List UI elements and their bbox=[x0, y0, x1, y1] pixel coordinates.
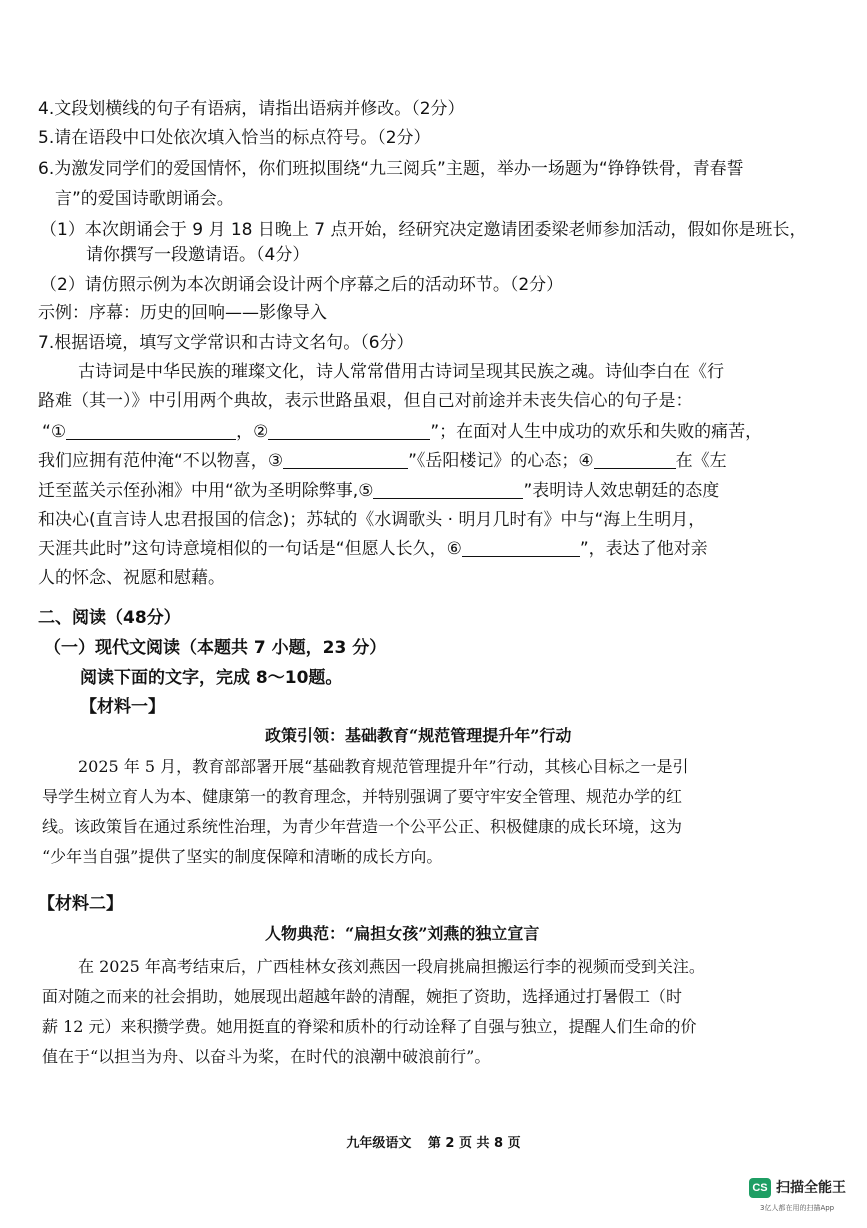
question-4: 4.文段划横线的句子有语病，请指出语病并修改。（2分） bbox=[38, 99, 465, 119]
material-2-line1: 在 2025 年高考结束后，广西桂林女孩刘燕因一段肩挑扁担搬运行李的视频而受到关注。 bbox=[78, 957, 705, 976]
question-6-1-line2: 请你撰写一段邀请语。（4分） bbox=[86, 245, 310, 265]
material-2-line3: 薪 12 元）来积攒学费。她用挺直的脊梁和质朴的行动诠释了自强与独立，提醒人们生命的价 bbox=[42, 1017, 697, 1036]
blank-marker-2: ② bbox=[253, 422, 269, 442]
material-1-line2: 导学生树立育人为本、健康第一的教育理念，并特别强调了要守牢安全管理、规范办学的红 bbox=[42, 787, 683, 806]
answer-blank-2[interactable] bbox=[268, 421, 430, 440]
answer-blank-1[interactable] bbox=[66, 421, 236, 440]
poetry-line5: 迁至蓝关示侄孙湘》中用“欲为圣明除弊事,⑤ ”表明诗人效忠朝廷的态度 bbox=[38, 481, 720, 501]
blank-marker-4: ④ bbox=[578, 451, 594, 471]
watermark-app-name: 扫描全能王 bbox=[776, 1180, 846, 1196]
material-1-line4: “少年当自强”提供了坚实的制度保障和清晰的成长方向。 bbox=[42, 847, 443, 866]
subsection-modern-reading: （一）现代文阅读（本题共 7 小题，23 分） bbox=[44, 638, 387, 658]
example-line: 示例：序幕：历史的回响——影像导入 bbox=[38, 303, 327, 323]
material-2-title: 人物典范：“扁担女孩”刘燕的独立宣言 bbox=[265, 924, 540, 943]
question-7: 7.根据语境，填写文学常识和古诗文名句。（6分） bbox=[38, 333, 414, 353]
blank-marker-3: ③ bbox=[267, 451, 284, 471]
answer-blank-3[interactable] bbox=[283, 450, 408, 469]
poetry-line7: 天涯共此时”这句诗意境相似的一句话是“但愿人长久，⑥ ”，表达了他对亲 bbox=[38, 539, 708, 559]
poetry-line1: 古诗词是中华民族的璀璨文化，诗人常常借用古诗词呈现其民族之魂。诗仙李白在《行 bbox=[78, 362, 724, 382]
blank-marker-1: ① bbox=[50, 422, 67, 442]
question-6-1-line1: （1）本次朗诵会于 9 月 18 日晚上 7 点开始，经研究决定邀请团委梁老师参加活动，假如你是班长， bbox=[40, 220, 807, 240]
material-2-line4: 值在于“以担当为舟、以奋斗为桨，在时代的浪潮中破浪前行”。 bbox=[42, 1047, 491, 1066]
footer-subject: 九年级语文 bbox=[346, 1136, 412, 1151]
blank-marker-5: ⑤ bbox=[358, 481, 374, 501]
material-1-label: 【材料一】 bbox=[80, 697, 165, 717]
camscanner-logo-icon: CS bbox=[749, 1178, 771, 1198]
material-1-title: 政策引领：基础教育“规范管理提升年”行动 bbox=[265, 726, 572, 745]
poetry-line4: 我们应拥有范仲淹“不以物喜，③ ”《岳阳楼记》的心态；④ 在《左 bbox=[38, 451, 727, 471]
poetry-line8: 人的怀念、祝愿和慰藉。 bbox=[38, 568, 225, 588]
answer-blank-4[interactable] bbox=[594, 450, 676, 469]
reading-instruction: 阅读下面的文字，完成 8～10题。 bbox=[80, 668, 343, 688]
material-2-label: 【材料二】 bbox=[38, 894, 123, 914]
section-heading-reading: 二、阅读（48分） bbox=[38, 608, 181, 628]
question-6-line2: 言”的爱国诗歌朗诵会。 bbox=[55, 189, 234, 209]
page-footer bbox=[0, 1132, 867, 1151]
material-2-line2: 面对随之而来的社会捐助，她展现出超越年龄的清醒，婉拒了资助，选择通过打暑假工（时 bbox=[42, 987, 683, 1006]
poetry-line3: “① ，② ”；在面对人生中成功的欢乐和失败的痛苦， bbox=[42, 422, 763, 442]
watermark-tagline: 3亿人都在用的扫描App bbox=[760, 1204, 835, 1212]
question-6-2: （2）请仿照示例为本次朗诵会设计两个序幕之后的活动环节。（2分） bbox=[40, 275, 564, 295]
poetry-line2: 路难（其一）》中引用两个典故，表示世路虽艰，但自己对前途并未丧失信心的句子是： bbox=[38, 391, 693, 411]
question-5: 5.请在语段中口处依次填入恰当的标点符号。（2分） bbox=[38, 128, 431, 148]
answer-blank-6[interactable] bbox=[462, 538, 580, 557]
footer-page-number: 第 2 页 共 8 页 bbox=[427, 1136, 521, 1151]
question-6-line1: 6.为激发同学们的爱国情怀，你们班拟围绕“九三阅兵”主题，举办一场题为“铮铮铁骨，青春誓 bbox=[38, 159, 744, 179]
answer-blank-5[interactable] bbox=[373, 480, 523, 499]
poetry-line6: 和决心(直言诗人忠君报国的信念)；苏轼的《水调歌头 · 明月几时有》中与“海上生明月， bbox=[38, 510, 706, 530]
material-1-line3: 线。该政策旨在通过系统性治理，为青少年营造一个公平公正、积极健康的成长环境，这为 bbox=[42, 817, 683, 836]
material-1-line1: 2025 年 5 月，教育部部署开展“基础教育规范管理提升年”行动，其核心目标之一是引 bbox=[78, 757, 689, 776]
blank-marker-6: ⑥ bbox=[446, 539, 462, 559]
